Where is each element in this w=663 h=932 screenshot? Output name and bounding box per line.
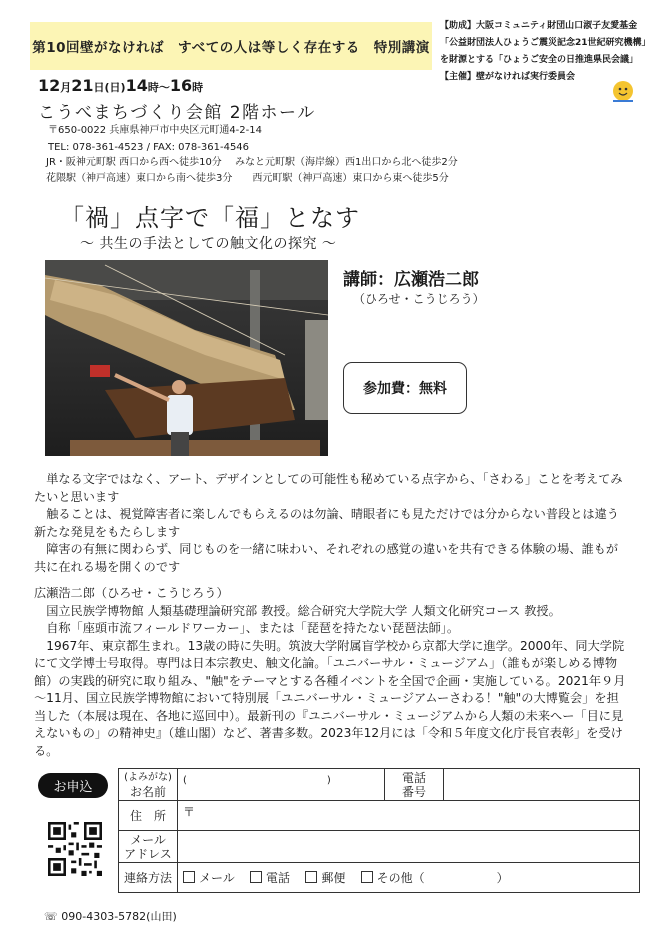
access-line: JR・阪神元町駅 西口から西へ徒歩10分 みなと元町駅（海岸線）西1出口から北へ徒歩2分 [46,157,458,168]
address-label: 住 所 [119,801,178,831]
email-field[interactable] [178,831,640,863]
postal-address: 〒650-0022 兵庫県神戸市中央区元町通4-2-14 [48,125,262,136]
postal-mark: 〒 [183,805,196,819]
time-unit: 時 [192,81,204,94]
venue-name: こうべまちづくり会館 2階ホール [38,103,316,123]
description-paragraph: 単なる文字ではなく、アート、デザインとしての可能性も秘めている点字から、「さわる」ことを考えてみたいと思います [34,472,623,504]
bio-name: 広瀬浩二郎（ひろせ・こうじろう） [34,586,229,600]
time-dash: ～ [158,81,170,94]
event-series-banner: 第10回壁がなければ すべての人は等しく存在する 特別講演 [30,22,432,70]
contact-method-label: 連絡方法 [119,863,178,893]
participation-fee-box: 参加費：無料 [343,362,467,414]
apply-label: お申込 [38,773,108,798]
contact-option-mail[interactable] [305,871,345,885]
checkbox-icon[interactable] [250,871,262,883]
access-line: 花隈駅（神戸高速）東口から南へ徒歩3分 西元町駅（神戸高速）東口から東へ徒歩5分 [46,173,449,184]
tel-fax: TEL: 078-361-4523 / FAX: 078-361-4546 [48,142,250,153]
contact-option-email[interactable] [183,871,235,885]
contact-method-options [178,863,640,893]
organizer-logo-icon [611,79,635,103]
date-month-unit: 月 [60,81,72,94]
time-start: 14 [125,76,148,95]
lecture-subtitle: ～ 共生の手法としての触文化の探究 ～ [80,236,337,252]
venue-address [48,122,262,156]
bio-paragraph: 自称「座頭市流フィールドワーカー」、または「琵琶を持たない琵琶法師」。 [46,621,460,635]
bio-paragraph: 1967年、東京都生まれ。13歳の時に失明。筑波大学附属盲学校から京都大学に進学。2000年、同大学院にて文学博士号取得。専門は日本宗教史、触文化論。「ユニバーサル・ミュージアム」（誰もが楽しめる博物館）の実践的研究に取り組み、"触"をテーマとする各種イベントを全国で企画・実施している。2021年９月～11月、国立民族学博物館において特別展「ユニバーサル・ミュージアムーさわる！"触"の大博覧会」を担当した（本展は現在、各地に巡回中）。最新刊の『ユニバーサル・ミュージアムから人類の未来へー「目に見えないもの」の精神史』（雄山閣）など、著書多数。2023年12月には「令和５年度文化庁長官表彰」を受ける。 [34,638,626,758]
description-paragraph: 障害の有無に関わらず、同じものを一緒に味わい、それぞれの感覚の違いを共有できる体験の場、誰もが共に在れる場を開くのです [34,542,619,574]
lecture-description [34,471,630,576]
application-form [118,768,640,893]
date-month: 12 [38,76,61,95]
lecturer-photo [45,260,328,456]
option-label: メール [199,871,235,885]
lecturer-name: 講師：広瀬浩二郎 [343,270,479,290]
sponsor-line: 【助成】大阪コミュニティ財団山口淑子友愛基金 [440,21,638,31]
option-label: その他（ ） [376,871,509,885]
checkbox-icon[interactable] [305,871,317,883]
checkbox-icon[interactable] [183,871,195,883]
phone-label: 電話 番号 [385,769,444,801]
contact-phone: ☏ 090-4303-5782(山田) [44,910,177,923]
furigana-field: ( ) [183,775,331,786]
qr-code-icon[interactable] [48,822,102,876]
checkbox-icon[interactable] [361,871,373,883]
email-label: メール アドレス [119,831,178,863]
option-label: 郵便 [321,871,346,885]
date-day: 21 [71,76,94,95]
lecturer-reading: （ひろせ・こうじろう） [353,292,485,306]
name-field[interactable] [178,769,385,801]
contact-option-phone[interactable] [250,871,290,885]
address-field[interactable] [178,801,640,831]
name-label: お名前 [129,784,166,799]
time-end: 16 [169,76,193,95]
description-paragraph: 触ることは、視覚障害者に楽しんでもらえるのは勿論、晴眼者にも見ただけでは分からない普段とは違う新たな発見をもたらします [34,507,619,539]
date-weekday: (日) [104,81,126,94]
name-label-cell [119,769,178,801]
time-unit: 時 [147,81,159,94]
phone-field[interactable] [444,769,640,801]
bio-paragraph: 国立民族学博物館 人類基礎理論研究部 教授。総合研究大学院大学 人類文化研究コース 教授。 [46,603,561,618]
sponsor-line: を財源とする「ひょうご安全の日推進県民会議」 [440,55,639,65]
sponsor-line: 「公益財団法人ひょうご震災記念21世紀研究機構」 [440,38,651,48]
access-info [46,155,458,187]
date-day-unit: 日 [93,81,105,94]
sponsor-line: 【主催】壁がなければ実行委員会 [440,72,576,82]
lecture-title: 「禍」点字で「福」となす [60,204,360,232]
contact-option-other[interactable] [361,871,509,885]
event-datetime [38,76,203,95]
option-label: 電話 [266,871,291,885]
furigana-label: (よみがな) [124,771,172,783]
lecturer-biography [34,585,630,760]
